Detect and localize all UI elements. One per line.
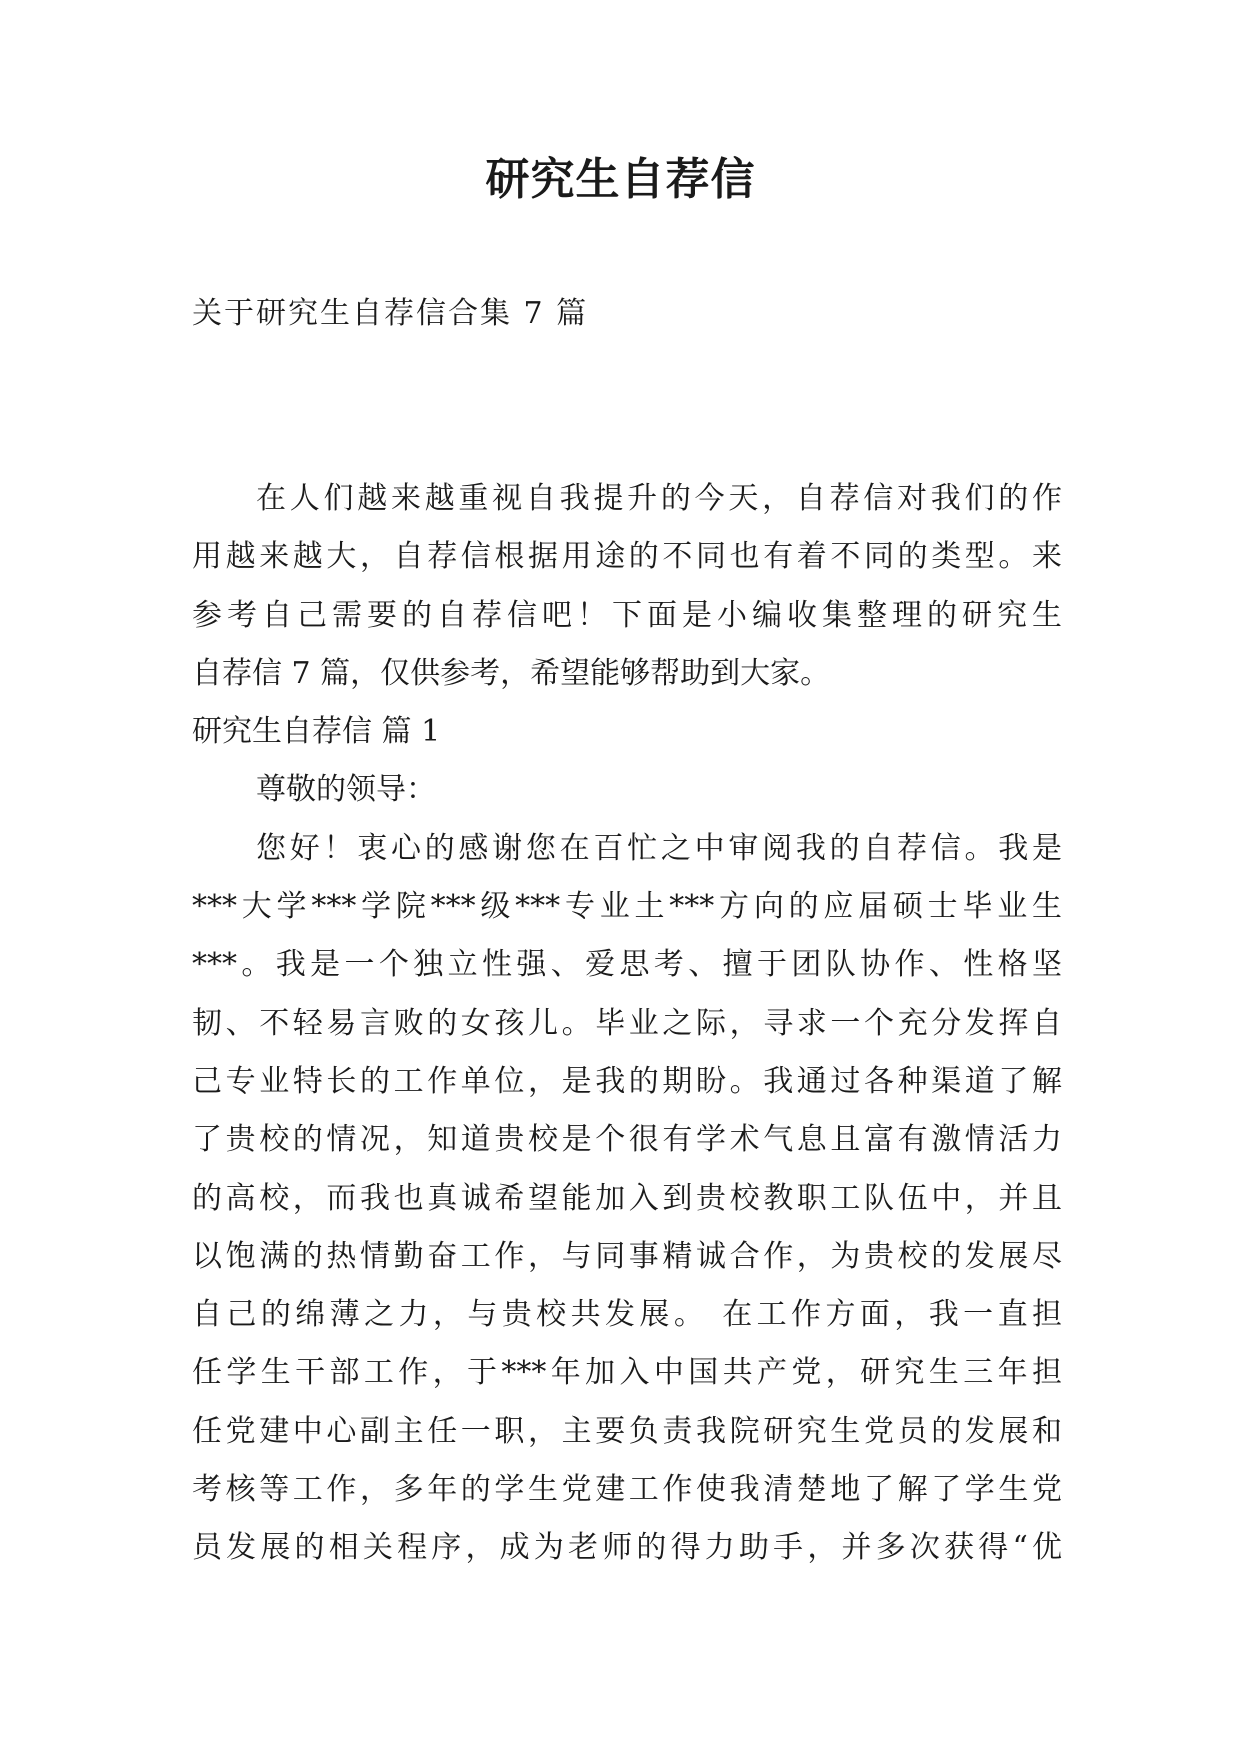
text-line: 任学生干部工作，于***年加入中国共产党，研究生三年担: [192, 1355, 1062, 1391]
text-line: 考核等工作，多年的学生党建工作使我清楚地了解了学生党: [192, 1472, 1062, 1508]
section-heading: 研究生自荐信 篇 1: [192, 714, 441, 750]
page-title: 研究生自荐信: [485, 154, 756, 205]
text-line: 自荐信 7 篇，仅供参考，希望能够帮助到大家。: [192, 655, 831, 691]
text-line: 参考自己需要的自荐信吧！下面是小编收集整理的研究生: [192, 597, 1062, 633]
text-line: 在人们越来越重视自我提升的今天，自荐信对我们的作: [256, 481, 1062, 516]
document-subtitle: 关于研究生自荐信合集 7 篇: [192, 296, 589, 331]
text-line: 的高校，而我也真诚希望能加入到贵校教职工队伍中，并且: [192, 1180, 1062, 1216]
text-line: 用越来越大，自荐信根据用途的不同也有着不同的类型。来: [192, 539, 1062, 575]
salutation: 尊敬的领导：: [256, 772, 436, 808]
text-line: ***。我是一个独立性强、爱思考、擅于团队协作、性格坚: [192, 947, 1062, 983]
text-line: ***大学***学院***级***专业土***方向的应届硕士毕业生: [192, 889, 1062, 925]
text-line: 自己的绵薄之力，与贵校共发展。 在工作方面，我一直担: [192, 1297, 1062, 1333]
text-line: 以饱满的热情勤奋工作，与同事精诚合作，为贵校的发展尽: [192, 1238, 1062, 1274]
text-line: 了贵校的情况，知道贵校是个很有学术气息且富有激情活力: [192, 1122, 1062, 1158]
text-line: 韧、不轻易言败的女孩儿。毕业之际，寻求一个充分发挥自: [192, 1005, 1062, 1041]
text-line: 己专业特长的工作单位，是我的期盼。我通过各种渠道了解: [192, 1063, 1062, 1099]
text-line: 员发展的相关程序，成为老师的得力助手，并多次获得“优: [192, 1530, 1062, 1566]
text-line: 任党建中心副主任一职，主要负责我院研究生党员的发展和: [192, 1413, 1062, 1449]
body-text: [192, 470, 1062, 1578]
text-line: 您好！衷心的感谢您在百忙之中审阅我的自荐信。我是: [256, 830, 1062, 866]
